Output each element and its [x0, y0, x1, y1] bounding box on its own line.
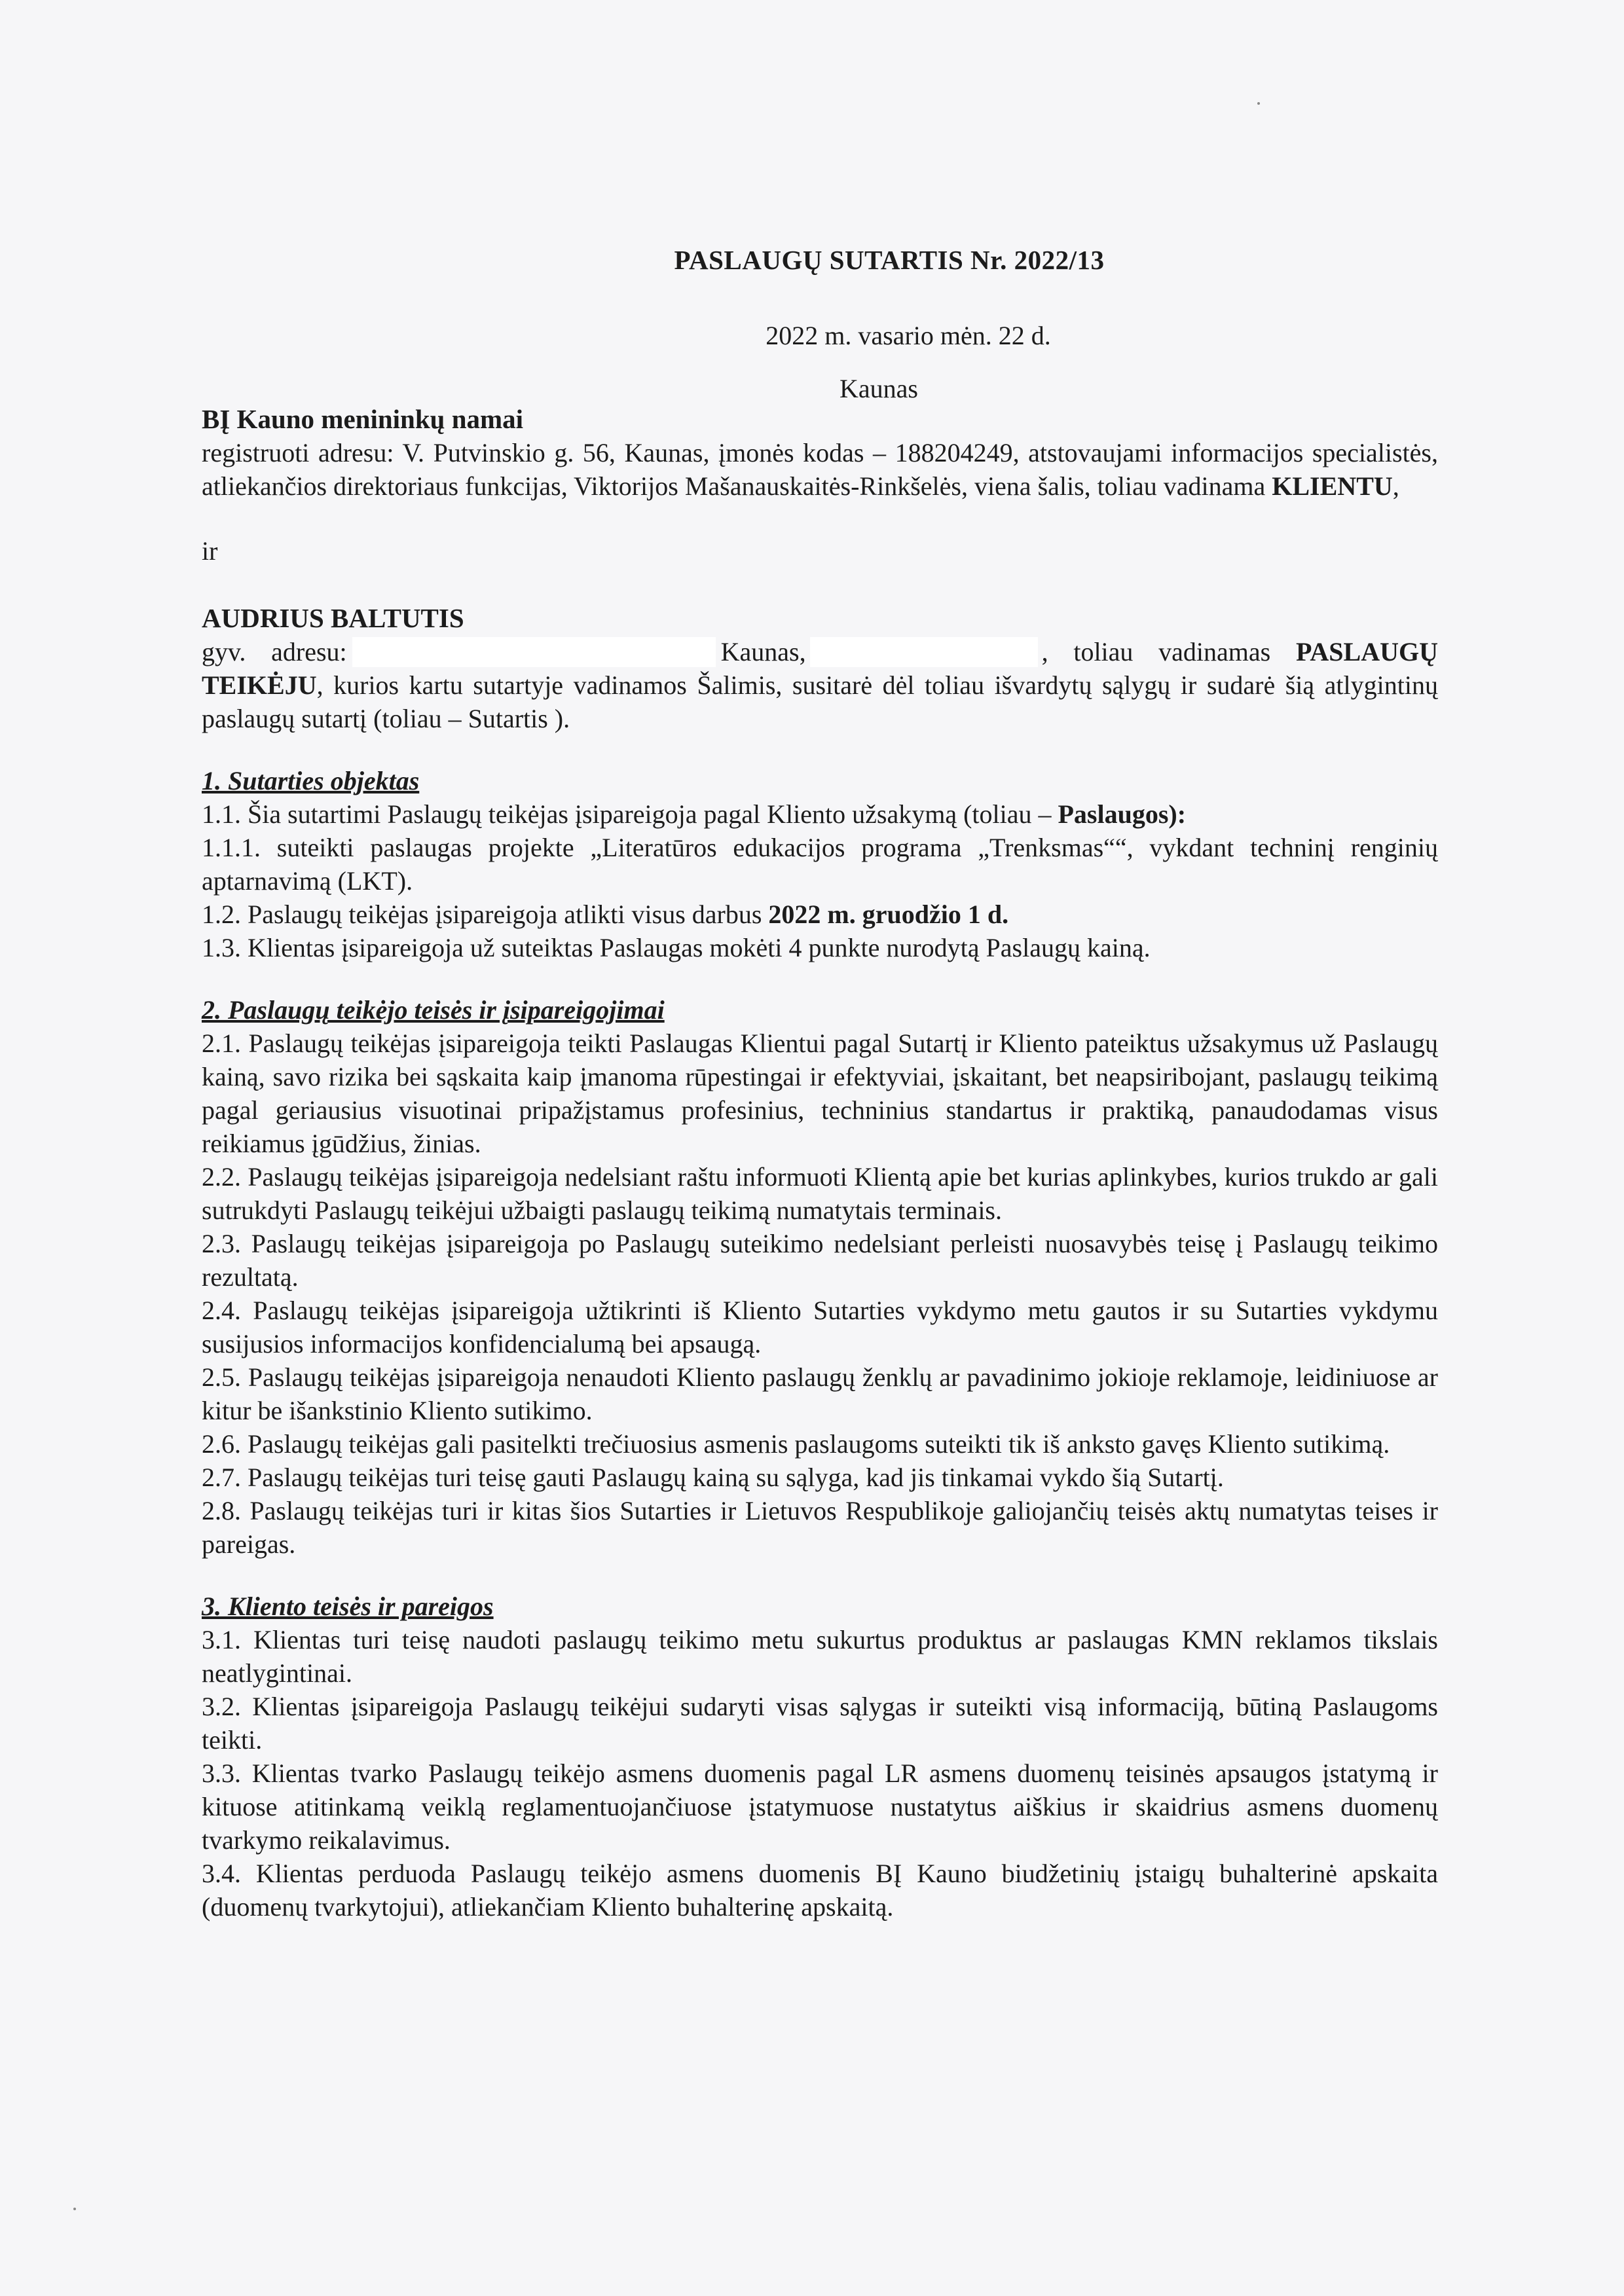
clause-2-3: 2.3. Paslaugų teikėjas įsipareigoja po Paslaugų suteikimo nedelsiant perleisti nuosavybės teisę į Paslaugų teikimo rezultatą.	[202, 1229, 1438, 1292]
clause-1-1-1: 1.1.1. suteikti paslaugas projekte „Literatūros edukacijos programa „Trenksmas““, vykdant techninį renginių aptarnavimą (LKT).	[202, 833, 1438, 896]
section-1-heading: 1. Sutarties objektas	[202, 766, 420, 795]
clause-3-2: 3.2. Klientas įsipareigoja Paslaugų teikėjui sudaryti visas sąlygas ir suteikti visą informaciją, būtiną Paslaugoms teikti.	[202, 1692, 1438, 1755]
clause-3-3: 3.3. Klientas tvarko Paslaugų teikėjo asmens duomenis pagal LR asmens duomenų teisinės apsaugos įstatymą ir kituose atitinkamą veiklą reglamentuojančiuose įstatymuose nustatytus aiškius ir skaidrius asmens duomenų tvarkymo reikalavimus.	[202, 1758, 1438, 1855]
provider-details: gyv. adresu: Kaunas, , toliau vadinamas PASLAUGŲ TEIKĖJU, kurios kartu sutartyje vadinamos Šalimis, susitarė dėl toliau išvardytų sąlygų ir sudarė šią atlygintinų paslaugų sutartį (toliau – Sutartis ).	[202, 637, 1438, 733]
contract-date: 2022 m. vasario mėn. 22 d.	[766, 321, 1051, 350]
clause-1-1: 1.1. Šia sutartimi Paslaugų teikėjas įsipareigoja pagal Kliento užsakymą (toliau – Paslaugos):	[202, 799, 1187, 829]
scan-speck	[1257, 102, 1260, 105]
document-body	[202, 244, 1438, 1923]
clause-2-2: 2.2. Paslaugų teikėjas įsipareigoja nedelsiant raštu informuoti Klientą apie bet kurias aplinkybes, kurios trukdo ar gali sutrukdyti Paslaugų teikėjui užbaigti paslaugų teikimą numatytais terminais.	[202, 1162, 1438, 1225]
clause-1-3: 1.3. Klientas įsipareigoja už suteiktas Paslaugas mokėti 4 punkte nurodytą Paslaugų kainą.	[202, 933, 1151, 962]
section-2-heading: 2. Paslaugų teikėjo teisės ir įsipareigojimai	[202, 995, 665, 1025]
clause-3-4: 3.4. Klientas perduoda Paslaugų teikėjo asmens duomenis BĮ Kauno biudžetinių įstaigų buhalterinė apskaita (duomenų tvarkytojui), atliekančiam Kliento buhalterinę apskaitą.	[202, 1859, 1438, 1922]
section-3-heading: 3. Kliento teisės ir pareigos	[202, 1592, 494, 1621]
clause-2-8: 2.8. Paslaugų teikėjas turi ir kitas šios Sutarties ir Lietuvos Respublikoje galiojančių teisės aktų numatytas teises ir pareigas.	[202, 1496, 1438, 1559]
clause-2-7: 2.7. Paslaugų teikėjas turi teisę gauti Paslaugų kainą su sąlyga, kad jis tinkamai vykdo šią Sutartį.	[202, 1463, 1224, 1492]
redacted-address	[352, 637, 716, 667]
provider-name: AUDRIUS BALTUTIS	[202, 603, 464, 633]
scan-speck	[73, 2208, 76, 2210]
clause-1-2: 1.2. Paslaugų teikėjas įsipareigoja atlikti visus darbus 2022 m. gruodžio 1 d.	[202, 900, 1009, 929]
clause-2-6: 2.6. Paslaugų teikėjas gali pasitelkti trečiuosius asmenis paslaugoms suteikti tik iš anksto gavęs Kliento sutikimą.	[202, 1429, 1390, 1459]
contract-title: PASLAUGŲ SUTARTIS Nr. 2022/13	[674, 245, 1105, 275]
provider-role: PASLAUGŲ TEIKĖJU	[202, 637, 1438, 700]
client-details: registruoti adresu: V. Putvinskio g. 56, Kaunas, įmonės kodas – 188204249, atstovaujami informacijos specialistės, atliekančios direktoriaus funkcijas, Viktorijos Mašanauskaitės-Rinkšelės, viena šalis, toliau vadinama KLIENTU,	[202, 438, 1438, 501]
clause-3-1: 3.1. Klientas turi teisę naudoti paslaugų teikimo metu sukurtus produktus ar paslaugas KMN reklamos tikslais neatlygintinai.	[202, 1625, 1438, 1688]
client-role: KLIENTU	[1272, 471, 1393, 501]
conjunction: ir	[202, 536, 218, 566]
client-name: BĮ Kauno menininkų namai	[202, 404, 524, 434]
clause-2-1: 2.1. Paslaugų teikėjas įsipareigoja teikti Paslaugas Klientui pagal Sutartį ir Kliento pateiktus užsakymus už Paslaugų kainą, savo rizika bei sąskaita kaip įmanoma rūpestingai ir efektyviai, įskaitant, bet neapsiribojant, paslaugų teikimą pagal geriausius visuotinai pripažįstamus profesinius, techninius standartus ir praktiką, panaudodamas visus reikiamus įgūdžius, žinias.	[202, 1029, 1438, 1158]
contract-city: Kaunas	[840, 374, 918, 403]
clause-2-5: 2.5. Paslaugų teikėjas įsipareigoja nenaudoti Kliento paslaugų ženklų ar pavadinimo jokioje reklamoje, leidiniuose ar kitur be išankstinio Kliento sutikimo.	[202, 1362, 1438, 1425]
redacted-address-detail	[810, 637, 1038, 667]
clause-2-4: 2.4. Paslaugų teikėjas įsipareigoja užtikrinti iš Kliento Sutarties vykdymo metu gautos ir su Sutarties vykdymu susijusios informacijos konfidencialumą bei apsaugą.	[202, 1296, 1438, 1358]
